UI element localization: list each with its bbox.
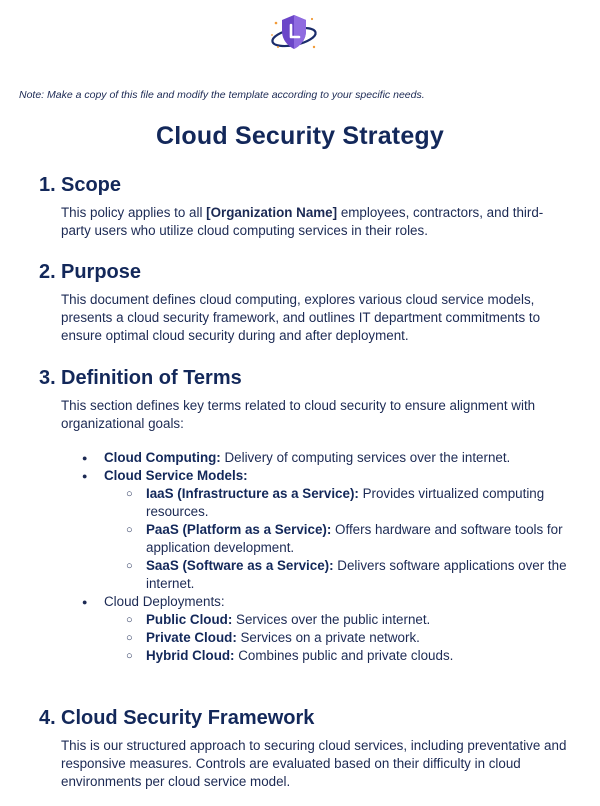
term-label: SaaS (Software as a Service): xyxy=(146,558,334,573)
section-title: Cloud Security Framework xyxy=(61,707,315,729)
term-definition: Provides virtualized computing resources. xyxy=(146,486,545,519)
section-number: 2. xyxy=(39,261,56,283)
term-definition: Combines public and private clouds. xyxy=(234,648,454,663)
list-item xyxy=(82,467,582,593)
section-number: 4. xyxy=(39,707,56,729)
template-note: Note: Make a copy of this file and modify the template according to your specific needs. xyxy=(19,89,425,101)
term-label: Public Cloud: xyxy=(146,612,233,627)
list-item xyxy=(104,629,582,647)
term-definition: Delivers software applications over the internet. xyxy=(146,558,567,591)
list-item xyxy=(104,647,582,665)
section-title: Definition of Terms xyxy=(61,367,242,389)
section-title: Purpose xyxy=(61,261,142,283)
list-item xyxy=(82,593,582,665)
framework-paragraph: This is our structured approach to securing cloud services, including preventative and responsive measures. Controls are evaluated based on their difficulty in cloud environments per cloud service model. xyxy=(61,738,567,789)
term-label: Cloud Computing: xyxy=(104,450,221,465)
deployments-list xyxy=(104,611,582,665)
list-item xyxy=(82,449,582,467)
list-item xyxy=(104,611,582,629)
purpose-paragraph: This document defines cloud computing, explores various cloud service models, presents a cloud security framework, and outlines IT department commitments to ensure optimal cloud security during and after deployment. xyxy=(61,292,541,343)
organization-name-placeholder: [Organization Name] xyxy=(206,205,338,220)
section-heading-definitions xyxy=(39,367,242,390)
terms-list xyxy=(82,449,582,665)
list-item xyxy=(104,485,582,521)
term-label: Hybrid Cloud: xyxy=(146,648,235,663)
term-definition: Services over the public internet. xyxy=(232,612,431,627)
service-models-list xyxy=(104,485,582,593)
section-heading-purpose xyxy=(39,261,141,284)
scope-text-suffix: employees, contractors, and third-party users who utilize cloud computing services in their roles. xyxy=(61,205,544,238)
term-label: Cloud Service Models: xyxy=(104,468,248,483)
term-definition: Offers hardware and software tools for application development. xyxy=(146,522,563,555)
term-label: IaaS (Infrastructure as a Service): xyxy=(146,486,359,501)
section-heading-scope xyxy=(39,174,121,197)
page-title: Cloud Security Strategy xyxy=(156,122,444,150)
term-label: Private Cloud: xyxy=(146,630,237,645)
section-heading-framework xyxy=(39,707,314,730)
list-item xyxy=(104,521,582,557)
section-number: 1. xyxy=(39,174,56,196)
scope-text-prefix: This policy applies to all xyxy=(61,205,207,220)
section-number: 3. xyxy=(39,367,56,389)
term-label: Cloud Deployments: xyxy=(104,594,225,609)
term-definition: Services on a private network. xyxy=(236,630,420,645)
scope-paragraph xyxy=(61,204,571,240)
term-definition: Delivery of computing services over the internet. xyxy=(220,450,511,465)
definitions-paragraph: This section defines key terms related to cloud security to ensure alignment with organizational goals: xyxy=(61,398,536,431)
shield-logo-icon xyxy=(268,11,320,55)
section-title: Scope xyxy=(61,174,122,196)
list-item xyxy=(104,557,582,593)
term-label: PaaS (Platform as a Service): xyxy=(146,522,332,537)
